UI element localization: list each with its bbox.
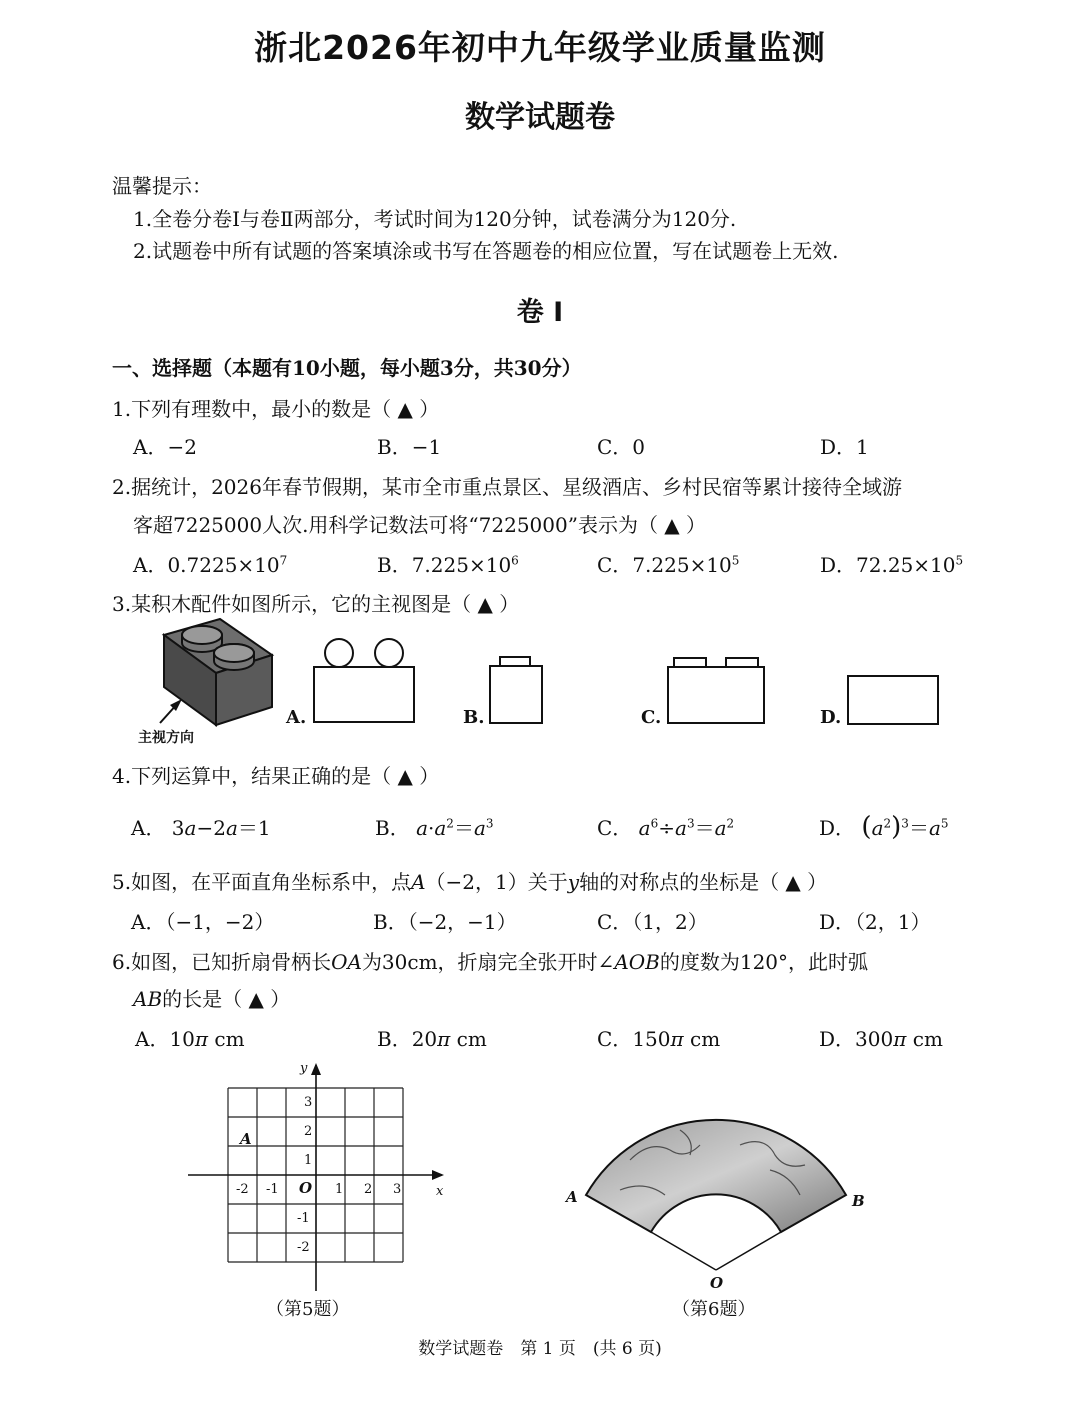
q2-option-c: C．$7.225\times 10^5$ — [597, 553, 740, 577]
q4-answer-mark: （ ▲ ） — [371, 764, 440, 788]
q6-figure-caption: （第6题） — [672, 1299, 756, 1320]
x-axis-label: x — [436, 1184, 444, 1199]
notice-line-2: 2.试题卷中所有试题的答案填涂或书写在答题卷的相应位置，写在试题卷上无效. — [133, 239, 839, 263]
q2-stem-line2 — [133, 509, 706, 538]
q5-option-b: B．（−2，−1） — [373, 910, 517, 934]
y-tick-label: 1 — [304, 1153, 313, 1168]
q3-option-c-drawing — [666, 656, 766, 726]
q1-stem — [112, 393, 439, 422]
page-footer: 数学试题卷 第 1 页 (共 6 页) — [418, 1339, 662, 1359]
coordinate-grid-figure — [180, 1055, 460, 1295]
y-axis-label: y — [300, 1061, 308, 1076]
q4-option-c: C． $a^6\div a^3=a^2$ — [597, 816, 735, 840]
q6-option-a: A．10π cm — [135, 1027, 245, 1051]
q1-option-d: D．1 — [820, 435, 869, 459]
q2-option-a: A．$0.7225\times 10^7$ — [133, 553, 288, 577]
q5-figure-caption: （第5题） — [266, 1299, 350, 1320]
q4-option-a: A． 3a−2a＝1 — [131, 816, 271, 840]
q1-option-b: B．−1 — [377, 435, 442, 459]
notice-heading: 温馨提示： — [112, 174, 212, 198]
y-axis-arrow-icon — [311, 1063, 321, 1075]
q1-stem-text: 1.下列有理数中，最小的数是 — [112, 397, 372, 421]
q3-stem-text: 3.某积木配件如图所示，它的主视图是 — [112, 592, 452, 616]
q6-answer-mark: （ ▲ ） — [222, 987, 291, 1011]
y-tick-label: -2 — [297, 1240, 310, 1255]
q3-option-d-label: D. — [820, 707, 842, 728]
q1-answer-mark: （ ▲ ） — [371, 397, 440, 421]
x-tick-label: 1 — [335, 1182, 344, 1197]
page-subtitle: 数学试题卷 — [465, 100, 615, 135]
fan-point-a-label: A — [566, 1188, 578, 1206]
fan-point-o-label: O — [710, 1274, 724, 1292]
fan-point-b-label: B — [852, 1192, 865, 1210]
x-axis-arrow-icon — [432, 1170, 444, 1180]
q2-option-d: D．$72.25\times 10^5$ — [820, 553, 964, 577]
x-tick-label: -1 — [266, 1182, 279, 1197]
q4-option-b: B． $a\cdot a^2=a^3$ — [375, 816, 494, 840]
q3-stem — [112, 588, 519, 617]
x-tick-label: -2 — [236, 1182, 249, 1197]
fan-leaf — [586, 1120, 846, 1232]
q3-answer-mark: （ ▲ ） — [451, 592, 520, 616]
y-tick-label: -1 — [297, 1211, 310, 1226]
q5-option-d: D．（2，1） — [819, 910, 931, 934]
q6-stem-line1: 6.如图，已知折扇骨柄长OA为30cm，折扇完全张开时∠AOB的度数为120°，此时弧 — [112, 950, 869, 974]
lego-brick-figure — [150, 615, 290, 735]
q3-option-a-drawing — [312, 638, 416, 724]
q4-stem — [112, 760, 439, 789]
q6-option-c: C．150π cm — [597, 1027, 721, 1051]
notice-line-1: 1.全卷分卷Ⅰ与卷Ⅱ两部分，考试时间为120分钟，试卷满分为120分. — [133, 207, 737, 231]
q5-stem: 5.如图，在平面直角坐标系中，点A（−2，1）关于y轴的对称点的坐标是（ ▲ ） — [112, 870, 828, 894]
q6-stem-line2: AB的长是（ ▲ ） — [133, 987, 291, 1011]
part1-heading: 一、选择题（本题有10小题，每小题3分，共30分） — [112, 356, 582, 380]
q2-stem-line1: 2.据统计，2026年春节假期，某市全市重点景区、星级酒店、乡村民宿等累计接待全域游 — [112, 475, 902, 499]
page-title: 浙北2026年初中九年级学业质量监测 — [254, 28, 826, 67]
q3-option-c-label: C. — [641, 707, 662, 728]
q2-option-b: B．$7.225\times 10^6$ — [377, 553, 519, 577]
q5-option-a: A．（−1，−2） — [131, 910, 275, 934]
x-tick-label: 2 — [364, 1182, 373, 1197]
x-tick-label: 3 — [393, 1182, 402, 1197]
q3-option-a-label: A. — [286, 707, 307, 728]
q5-option-c: C．（1，2） — [597, 910, 708, 934]
q4-option-d: D． $(a^2)^3=a^5$ — [819, 812, 949, 842]
y-tick-label: 3 — [304, 1095, 313, 1110]
y-tick-label: 2 — [304, 1124, 313, 1139]
q2-stem-line2-text: 客超7225000人次.用科学记数法可将“7225000”表示为 — [133, 513, 638, 537]
origin-label: O — [299, 1179, 313, 1197]
q6-option-b: B．20π cm — [377, 1027, 487, 1051]
point-a-label: A — [240, 1130, 252, 1148]
q2-answer-mark: （ ▲ ） — [637, 513, 707, 537]
q3-option-b-drawing — [488, 655, 544, 725]
q1-option-c: C．0 — [597, 435, 646, 459]
q4-stem-text: 4.下列运算中，结果正确的是 — [112, 764, 372, 788]
q3-option-d-drawing — [846, 674, 940, 726]
view-direction-label: 主视方向 — [138, 730, 194, 746]
folding-fan-figure — [560, 1090, 880, 1290]
q6-option-d: D．300π cm — [819, 1027, 943, 1051]
q3-option-b-label: B. — [463, 707, 485, 728]
q5-answer-mark: （ ▲ ） — [759, 870, 828, 894]
q1-option-a: A．−2 — [133, 435, 197, 459]
section-title: 卷 Ⅰ — [516, 297, 564, 328]
